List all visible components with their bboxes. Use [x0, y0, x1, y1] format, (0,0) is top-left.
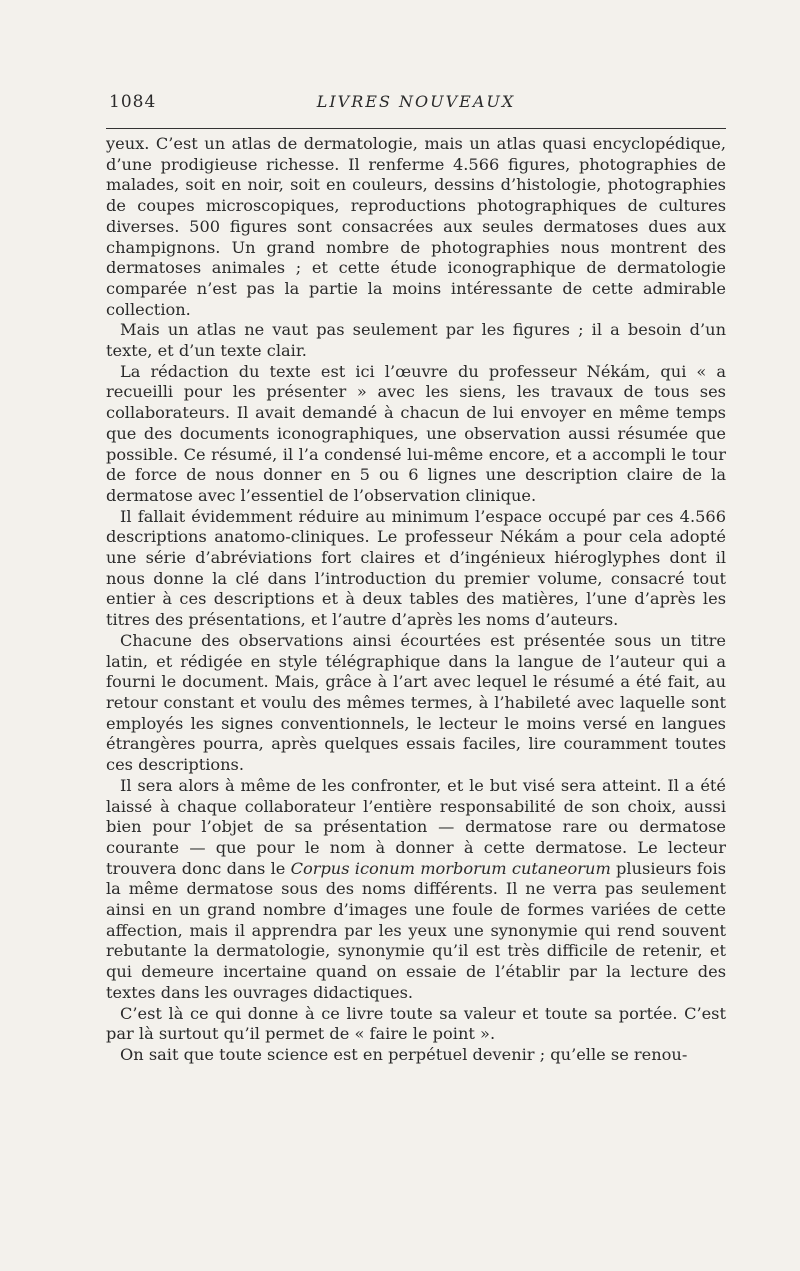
paragraph: Chacune des observations ainsi écourtées est présentée sous un titre latin, et rédigée en style télégraphique dans la langue de l’auteur qui a fourni le document. Mais, grâce à l’art avec lequel le résumé a été fait, au retour constant et voulu des mêmes termes, à l’habileté avec laquelle sont employés les signes conventionnels, le lecteur le moins versé en langues étrangères pourra, après quelques essais faciles, lire couramment toutes ces descriptions. [106, 630, 726, 775]
running-head [106, 90, 726, 120]
page-content [106, 90, 727, 1064]
paragraph-text: plusieurs fois la même dermatose sous des noms différents. Il ne verra pas seulement ainsi en un grand nombre d’images une foule de formes variées de cette affection, mais il apprendra par les yeux une synonymie qui rend souvent rebutante la dermatologie, synonymie qu’il est très difficile de retenir, et qui demeure incertaine quand on essaie de l’établir par la lecture des textes dans les ouvrages didactiques. [106, 858, 727, 1002]
page-number: 1084 [109, 92, 157, 112]
paragraph: On sait que toute science est en perpétuel devenir ; qu’elle se renou- [120, 1044, 688, 1064]
paragraph: C’est là ce qui donne à ce livre toute sa valeur et toute sa portée. C’est par là surtout qu’il permet de « faire le point ». [106, 1003, 726, 1044]
paragraph: La rédaction du texte est ici l’œuvre du professeur Nékám, qui « a recueilli pour les présenter » avec les siens, les travaux de tous ses collaborateurs. Il avait demandé à chacun de lui envoyer en même temps que des documents iconographiques, une observation aussi résumée que possible. Ce résumé, il l’a condensé lui-même encore, et a accompli le tour de force de nous donner en 5 ou 6 lignes une description claire de la dermatose avec l’essentiel de l’observation clinique. [106, 361, 726, 505]
header-rule [106, 128, 726, 129]
paragraph-text: Il sera alors à même de les confronter, et le but visé sera atteint. Il a été laissé à chaque collaborateur l’entière responsabilité de son choix, aussi bien pour l’objet de sa présentation — dermatose rare ou dermatose courante — que pour le nom à donner à cette dermatose. Le lecteur trouvera donc dans le [106, 775, 726, 878]
running-title: LIVRES NOUVEAUX [316, 92, 516, 111]
body-text [106, 134, 726, 1066]
paragraph: Il fallait évidemment réduire au minimum l’espace occupé par ces 4.566 descriptions anatomo-cliniques. Le professeur Nékám a pour cela adopté une série d’abréviations fort claires et d’ingénieux hiéroglyphes dont il nous donne la clé dans l’introduction du premier volume, consacré tout entier à ces descriptions et à deux tables des matières, l’une d’après les titres des présentations, et l’autre d’après les noms d’auteurs. [106, 506, 726, 630]
book-title: Corpus iconum morborum cutaneorum [290, 858, 611, 878]
paragraph: yeux. C’est un atlas de dermatologie, mais un atlas quasi encyclopédique, d’une prodigieuse richesse. Il renferme 4.566 figures, photographies de malades, soit en noir, soit en couleurs, dessins d’histologie, photographies de coupes microscopiques, reproductions photographiques de cultures diverses. 500 figures sont consacrées aux seules dermatoses dues aux champignons. Un grand nombre de photographies nous montrent des dermatoses animales ; et cette étude iconographique de dermatologie comparée n’est pas la partie la moins intéressante de cette admirable collection. [106, 134, 726, 319]
paragraph [106, 776, 726, 1004]
paragraph: Mais un atlas ne vaut pas seulement par les figures ; il a besoin d’un texte, et d’un texte clair. [106, 320, 726, 361]
